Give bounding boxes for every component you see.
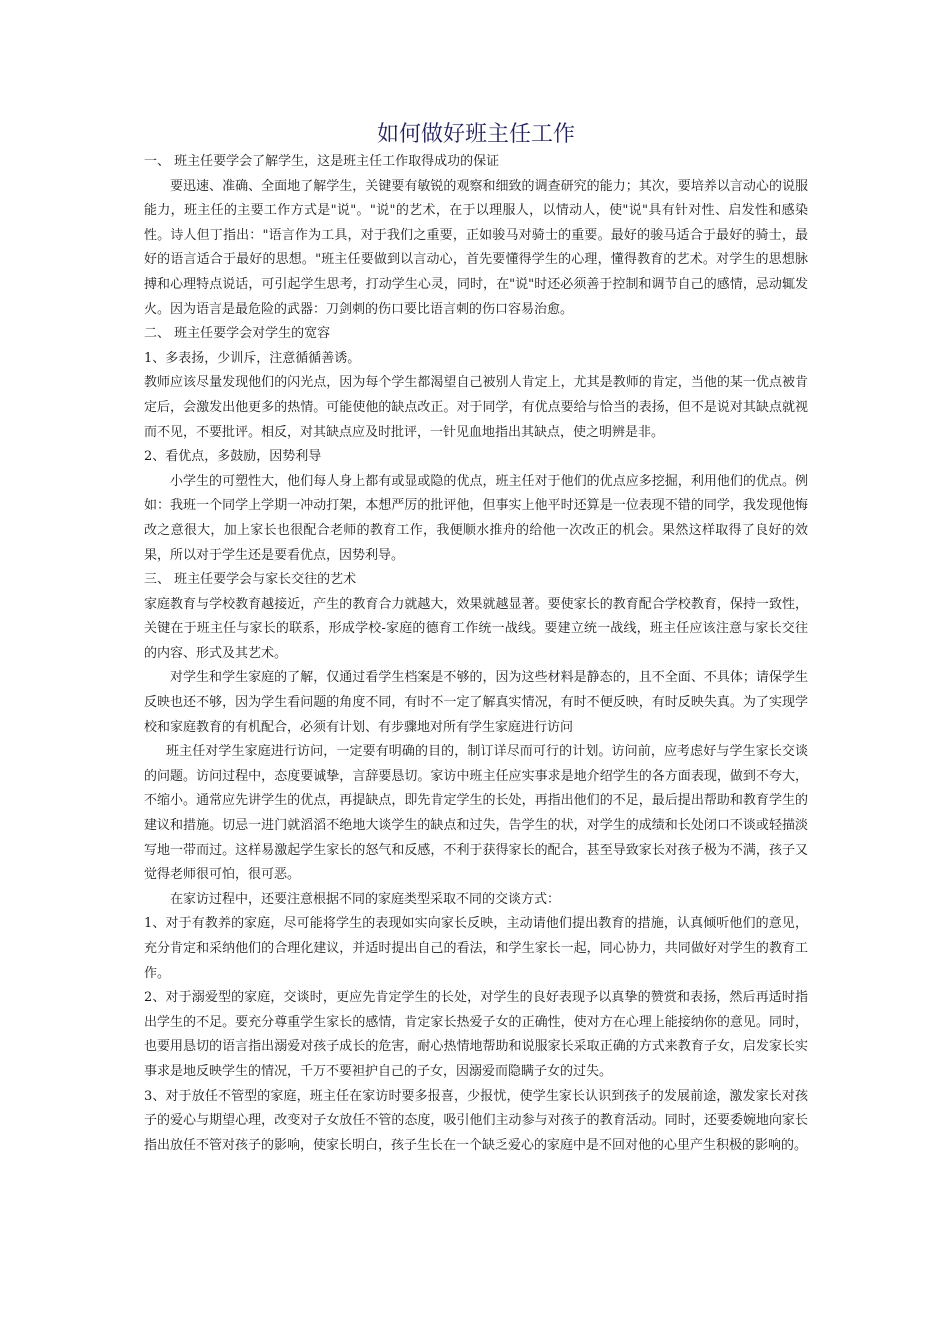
subheading-strengths: 2、看优点，多鼓励，因势利导 [144,449,322,465]
paragraph-family-school: 家庭教育与学校教育越接近，产生的教育合力就越大，效果就越显著。要使家长的教育配合学校教育，保持一致性，关键在于班主任与家长的联系，形成学校-家庭的德育工作统一战线。要建立统一战线，班主任应该注意与家长交往的内容、形式及其艺术。 [144,596,808,661]
document-title: 如何做好班主任工作 [376,122,575,147]
list-item-neglectful-families: 3、对于放任不管型的家庭，班主任在家访时要多报喜，少报忧，使学生家长认识到孩子的发展前途，激发家长对孩子的爱心与期望心理，改变对子女放任不管的态度，吸引他们主动参与对孩子的教育活动。同时，还要委婉地向家长指出放任不管对孩子的影响，使家长明白，孩子生长在一个缺乏爱心的家庭中是不回对他的心里产生积极的影响的。 [144,1088,808,1153]
section-heading-3: 三、 班主任要学会与家长交往的艺术 [144,572,357,588]
section-heading-2: 二、 班主任要学会对学生的宽容 [144,326,331,342]
section-heading-1: 一、 班主任要学会了解学生，这是班主任工作取得成功的保证 [144,154,500,169]
subheading-praise: 1、多表扬，少训斥，注意循循善诱。 [144,350,361,366]
list-item-doting-families: 2、对于溺爱型的家庭，交谈时，更应先肯定学生的长处，对学生的良好表现予以真挚的赞赏和表扬，然后再适时指出学生的不足。要充分尊重学生家长的感情，肯定家长热爱子女的正确性，使对方在心理上能接纳你的意见。同时，也要用恳切的语言指出溺爱对孩子成长的危害，耐心热情地帮助和说服家长采取正确的方式来教育子女，启发家长实事求是地反映学生的情况，千万不要袒护自己的子女，因溺爱而隐瞒子女的过失。 [144,990,808,1079]
paragraph-strengths: 小学生的可塑性大，他们每人身上都有或显或隐的优点，班主任对于他们的优点应多挖掘，利用他们的优点。例如：我班一个同学上学期一冲动打架，本想严厉的批评他，但事实上他平时还算是一位表现不错的同学，我发现他悔改之意很大，加上家长也很配合老师的教育工作，我便顺水推舟的给他一次改正的机会。果然这样取得了良好的效果，所以对于学生还是要看优点，因势利导。 [144,473,808,563]
paragraph-home-visits: 班主任对学生家庭进行访问，一定要有明确的目的，制订详尽而可行的计划。访问前，应考虑好与学生家长交谈的问题。访问过程中，态度要诚挚，言辞要恳切。家访中班主任应实事求是地介绍学生的各方面表现，做到不夸大，不缩小。通常应先讲学生的优点，再提缺点，即先肯定学生的长处，再指出他们的不足，最后提出帮助和教育学生的建议和措施。切忌一进门就滔滔不绝地大谈学生的缺点和过失，告学生的状，对学生的成绩和长处闭口不谈或轻描淡写地一带而过。这样易激起学生家长的怒气和反感，不利于获得家长的配合，甚至导致家长对孩子极为不满，孩子又觉得老师很可怕，很可恶。 [144,744,808,883]
paragraph-understanding-families: 对学生和学生家庭的了解，仅通过看学生档案是不够的，因为这些材料是静态的，且不全面、不具体；请保学生反映也还不够，因为学生看问题的角度不同，有时不一定了解真实情况，有时不便反映，有时反映失真。为了实现学校和家庭教育的有机配合，必须有计划、有步骤地对所有学生家庭进行访问 [144,670,808,735]
paragraph-praise: 教师应该尽量发现他们的闪光点，因为每个学生都渴望自己被别人肯定上，尤其是教师的肯定，当他的某一优点被肯定后，会激发出他更多的热情。可能使他的缺点改正。对于同学，有优点要给与恰当的表扬，但不是说对其缺点就视而不见，不要批评。相反，对其缺点应及时批评，一针见血地指出其缺点，使之明辨是非。 [144,375,808,440]
paragraph-visit-methods: 在家访过程中，还要注意根据不同的家庭类型采取不同的交谈方式： [170,891,561,907]
list-item-educated-families: 1、对于有教养的家庭，尽可能将学生的表现如实向家长反映，主动请他们提出教育的措施，认真倾听他们的意见，充分肯定和采纳他们的合理化建议，并适时提出自己的看法，和学生家长一起，同心协力，共同做好对学生的教育工作。 [144,916,808,981]
paragraph-understanding-students: 要迅速、准确、全面地了解学生，关键要有敏锐的观察和细致的调查研究的能力；其次，要培养以言动心的说服能力，班主任的主要工作方式是"说"。"说"的艺术，在于以理服人，以情动人，使"说"具有针对性、启发性和感染性。诗人但丁指出："语言作为工具，对于我们之重要，正如骏马对骑士的重要。最好的骏马适合于最好的骑士，最好的语言适合于最好的思想。"班主任要做到以言动心，首先要懂得学生的心理，懂得教育的艺术。对学生的思想脉搏和心理特点说话，可引起学生思考，打动学生心灵，同时，在"说"时还必须善于控制和调节自己的感情，忌动辄发火。因为语言是最危险的武器：刀剑刺的伤口要比语言刺的伤口容易治愈。 [144,178,808,317]
document-body [144,118,808,1158]
